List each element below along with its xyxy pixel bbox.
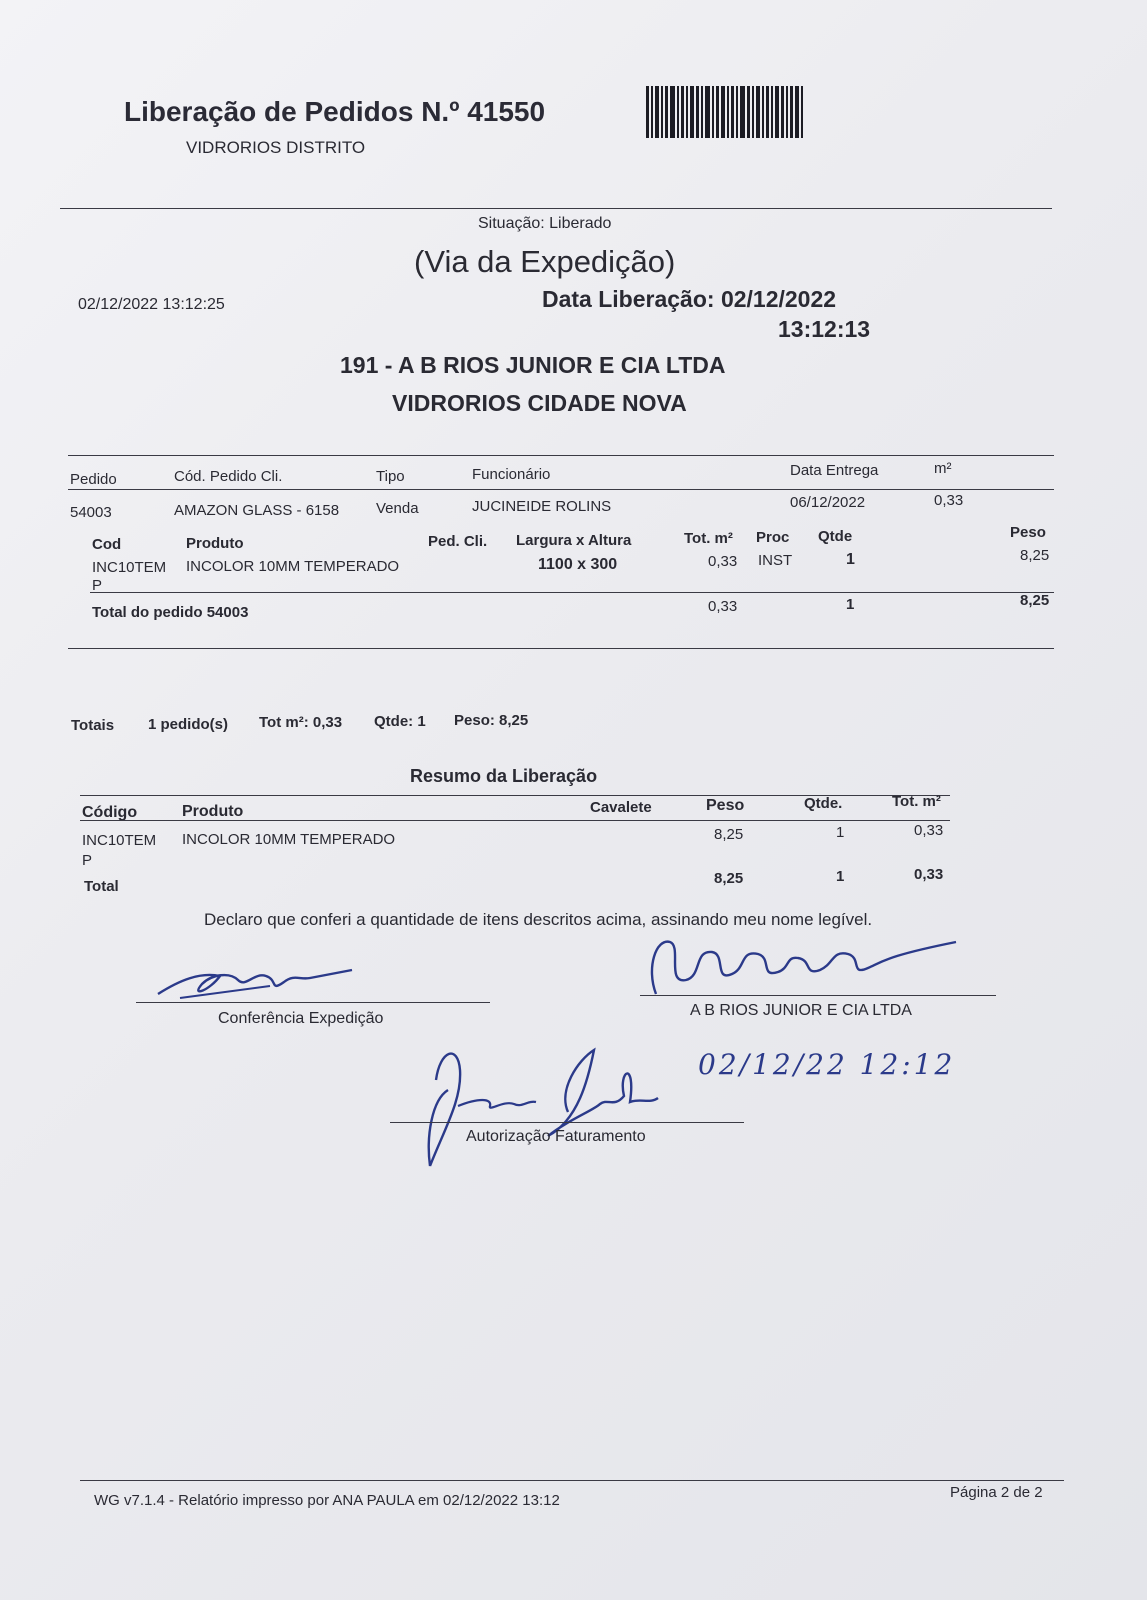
item-proc: INST xyxy=(758,552,793,569)
resumo-col-qtde: Qtde. xyxy=(804,795,843,812)
order-employee: JUCINEIDE ROLINS xyxy=(472,498,612,515)
resumo-code-line2: P xyxy=(82,852,93,869)
customer-name: 191 - A B RIOS JUNIOR E CIA LTDA xyxy=(340,352,726,378)
printed-timestamp: 02/12/2022 13:12:25 xyxy=(78,296,225,313)
totals-qtde: Qtde: 1 xyxy=(374,713,426,730)
resumo-total-peso: 8,25 xyxy=(714,870,744,887)
barcode xyxy=(646,86,820,138)
signature-line-cliente xyxy=(640,995,996,996)
item-code-line1: INC10TEM xyxy=(92,559,167,576)
declaration-text: Declaro que conferi a quantidade de itens descritos acima, assinando meu nome legível. xyxy=(204,910,873,929)
header-divider xyxy=(60,208,1052,209)
item-col-qtde: Qtde xyxy=(818,528,853,545)
via-label: (Via da Expedição) xyxy=(414,244,676,279)
signature-label-autorizacao: Autorização Faturamento xyxy=(466,1128,646,1145)
signature-line-conferencia xyxy=(136,1002,490,1003)
item-col-dims: Largura x Altura xyxy=(516,532,632,549)
item-col-peso: Peso xyxy=(1010,524,1046,541)
resumo-col-tot-m2: Tot. m² xyxy=(892,793,941,810)
item-col-ped-cli: Ped. Cli. xyxy=(428,533,488,550)
order-total-peso: 8,25 xyxy=(1020,592,1050,609)
item-tot-m2: 0,33 xyxy=(708,553,738,570)
order-total-label: Total do pedido 54003 xyxy=(92,604,249,621)
footer-page-number: Página 2 de 2 xyxy=(950,1484,1043,1501)
company-name: VIDRORIOS DISTRITO xyxy=(186,138,366,157)
resumo-total-qtde: 1 xyxy=(836,868,845,885)
col-cod-cli: Cód. Pedido Cli. xyxy=(174,468,283,485)
order-total-qtde: 1 xyxy=(846,596,855,613)
release-time: 13:12:13 xyxy=(778,316,871,342)
signature-autorizacao xyxy=(418,1040,668,1170)
resumo-peso: 8,25 xyxy=(714,826,744,843)
totals-peso: Peso: 8,25 xyxy=(454,712,529,729)
order-table-top-line xyxy=(68,455,1054,456)
order-table-bottom-line xyxy=(68,648,1054,649)
item-col-cod: Cod xyxy=(92,536,122,553)
order-type: Venda xyxy=(376,500,419,517)
col-data-entrega: Data Entrega xyxy=(790,462,879,479)
resumo-code-line1: INC10TEM xyxy=(82,832,157,849)
signature-line-autorizacao xyxy=(390,1122,744,1123)
resumo-total-label: Total xyxy=(84,878,119,895)
release-date: Data Liberação: 02/12/2022 xyxy=(542,286,837,312)
item-qtde: 1 xyxy=(846,551,855,568)
customer-branch: VIDRORIOS CIDADE NOVA xyxy=(392,390,687,416)
item-peso: 8,25 xyxy=(1020,547,1050,564)
resumo-header-line xyxy=(80,820,950,821)
resumo-qtde: 1 xyxy=(836,824,845,841)
totals-label: Totais xyxy=(71,717,115,734)
resumo-product: INCOLOR 10MM TEMPERADO xyxy=(182,831,396,848)
item-product: INCOLOR 10MM TEMPERADO xyxy=(186,558,400,575)
signature-cliente xyxy=(636,928,966,1008)
status-text: Situação: Liberado xyxy=(478,215,612,232)
signature-conferencia xyxy=(150,950,360,1010)
item-col-proc: Proc xyxy=(756,529,790,546)
order-total-m2: 0,33 xyxy=(708,598,738,615)
item-col-produto: Produto xyxy=(186,535,244,552)
item-code-line2: P xyxy=(92,577,103,594)
order-client-code: AMAZON GLASS - 6158 xyxy=(174,502,340,519)
handwritten-date: 02/12/22 12:12 xyxy=(698,1048,956,1081)
resumo-col-produto: Produto xyxy=(182,803,244,820)
resumo-tot-m2: 0,33 xyxy=(914,822,944,839)
col-tipo: Tipo xyxy=(376,468,405,485)
item-dimensions: 1100 x 300 xyxy=(538,556,618,573)
order-number: 54003 xyxy=(70,504,112,521)
totals-m2: Tot m²: 0,33 xyxy=(259,714,343,731)
signature-label-cliente: A B RIOS JUNIOR E CIA LTDA xyxy=(690,1002,912,1019)
order-delivery-date: 06/12/2022 xyxy=(790,494,866,511)
footer-printed-by: WG v7.1.4 - Relatório impresso por ANA PAULA em 02/12/2022 13:12 xyxy=(94,1492,560,1509)
signature-label-conferencia: Conferência Expedição xyxy=(218,1010,384,1027)
item-col-tot-m2: Tot. m² xyxy=(684,530,733,547)
totals-orders: 1 pedido(s) xyxy=(148,716,229,733)
footer-divider xyxy=(80,1480,1064,1481)
order-header-line xyxy=(68,489,1054,490)
resumo-col-cavalete: Cavalete xyxy=(590,799,652,816)
order-m2: 0,33 xyxy=(934,492,964,509)
resumo-total-tot-m2: 0,33 xyxy=(914,866,944,883)
col-m2: m² xyxy=(934,460,952,477)
item-total-line xyxy=(90,592,1054,593)
resumo-title: Resumo da Liberação xyxy=(410,766,598,786)
resumo-col-peso: Peso xyxy=(706,797,745,814)
document-title: Liberação de Pedidos N.º 41550 xyxy=(124,96,546,127)
col-pedido: Pedido xyxy=(70,471,117,488)
resumo-col-codigo: Código xyxy=(82,804,138,821)
col-funcionario: Funcionário xyxy=(472,466,551,483)
